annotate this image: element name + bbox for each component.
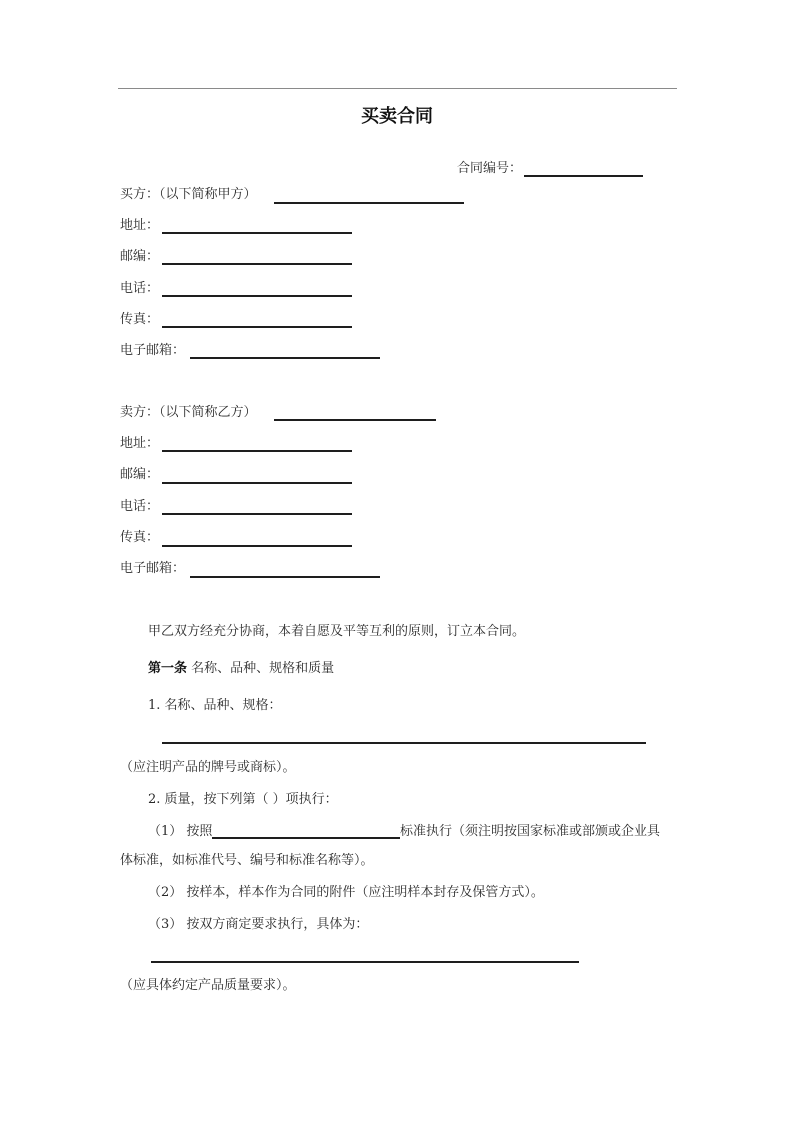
seller-postcode-field[interactable]	[162, 482, 352, 484]
buyer-fax-label: 传真：	[120, 312, 160, 327]
seller-address-label: 地址：	[120, 436, 160, 451]
buyer-email-field[interactable]	[190, 357, 380, 359]
buyer-postcode-label: 邮编：	[120, 249, 160, 264]
seller-phone-field[interactable]	[162, 513, 352, 515]
option-1-standard-field[interactable]	[212, 837, 400, 839]
seller-fax-field[interactable]	[162, 545, 352, 547]
buyer-phone-field[interactable]	[162, 295, 352, 297]
contract-no-field[interactable]	[524, 175, 643, 177]
seller-address-field[interactable]	[162, 450, 352, 452]
seller-heading: 卖方：（以下简称乙方）	[120, 405, 257, 420]
buyer-heading: 买方：（以下简称甲方）	[120, 187, 257, 202]
item-1-note: （应注明产品的牌号或商标）。	[120, 760, 296, 775]
option-3-field[interactable]	[151, 961, 579, 963]
seller-name-field[interactable]	[274, 419, 436, 421]
buyer-postcode-field[interactable]	[162, 263, 352, 265]
option-1-continuation: 体标准，如标准代号、编号和标准名称等）。	[120, 853, 374, 868]
option-1-prefix: （1） 按照	[148, 824, 213, 839]
buyer-phone-label: 电话：	[120, 281, 160, 296]
header-rule	[118, 88, 677, 89]
item-2-label: 2. 质量，按下列第（ ）项执行：	[148, 792, 338, 807]
item-1-label: 1. 名称、品种、规格：	[148, 698, 282, 713]
buyer-address-label: 地址：	[120, 218, 160, 233]
item-1-field[interactable]	[162, 742, 646, 744]
article-1-heading	[148, 661, 334, 677]
article-1-number: 第一条	[148, 661, 188, 676]
seller-phone-label: 电话：	[120, 499, 160, 514]
seller-fax-label: 传真：	[120, 530, 160, 545]
buyer-email-label: 电子邮箱：	[120, 343, 186, 358]
option-3-text: （3） 按双方商定要求执行，具体为：	[148, 917, 369, 932]
preamble-text: 甲乙双方经充分协商，本着自愿及平等互利的原则，订立本合同。	[148, 624, 526, 639]
option-1-suffix: 标准执行（须注明按国家标准或部颁或企业具	[400, 824, 661, 839]
buyer-fax-field[interactable]	[162, 326, 352, 328]
seller-email-label: 电子邮箱：	[120, 561, 186, 576]
seller-postcode-label: 邮编：	[120, 467, 160, 482]
buyer-name-field[interactable]	[274, 202, 464, 204]
option-2-text: （2） 按样本，样本作为合同的附件（应注明样本封存及保管方式）。	[148, 885, 544, 900]
page-title: 买卖合同	[361, 106, 433, 127]
seller-email-field[interactable]	[190, 576, 380, 578]
buyer-address-field[interactable]	[162, 232, 352, 234]
contract-no-label: 合同编号：	[457, 161, 523, 176]
option-3-note: （应具体约定产品质量要求）。	[120, 978, 296, 993]
article-1-title: 名称、品种、规格和质量	[191, 661, 335, 676]
